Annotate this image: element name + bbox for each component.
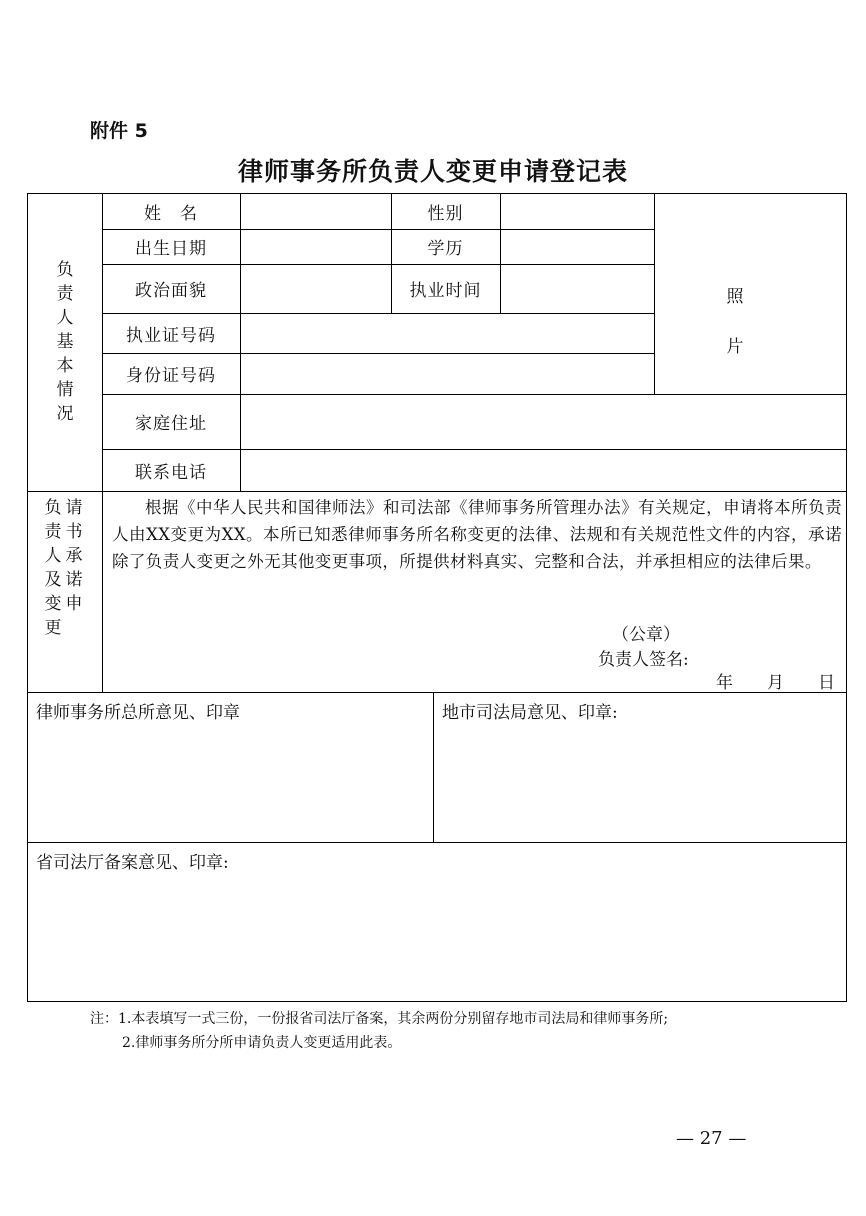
practice-time-label: 执业时间: [409, 281, 482, 301]
name-label: 姓 名: [144, 203, 198, 224]
date-label: 年 月 日: [716, 673, 835, 693]
political-status-field[interactable]: [241, 265, 391, 313]
education-label: 学历: [427, 239, 464, 259]
gender-label: 性别: [427, 203, 464, 224]
province-dept-opinion-area[interactable]: [28, 872, 846, 1000]
signature-label: 负责人签名:: [598, 650, 689, 670]
birth-date-label: 出生日期: [135, 239, 207, 259]
id-number-label: 身份证号码: [126, 366, 216, 386]
license-number-label: 执业证号码: [126, 325, 216, 346]
id-number-field[interactable]: [241, 354, 654, 394]
name-field[interactable]: [241, 194, 391, 229]
home-address-field[interactable]: [241, 395, 846, 449]
photo-box[interactable]: [655, 194, 846, 394]
commitment-text: 根据《中华人民共和国律师法》和司法部《律师事务所管理办法》有关规定，申请将本所负责人由XX变更为XX。本所已知悉律师事务所名称变更的法律、法规和有关规范性文件的内容，承诺除了负责人变更之外无其他变更事项，所提供材料真实、完整和合法，并承担相应的法律后果。: [112, 498, 842, 571]
form-title: 律师事务所负责人变更申请登记表: [237, 157, 628, 186]
seal-label: （公章）: [612, 625, 680, 645]
province-dept-opinion-label: 省司法厅备案意见、印章:: [36, 853, 229, 873]
note-line-2: 2.律师事务所分所申请负责人变更适用此表。: [122, 1035, 402, 1051]
commitment-label-col1: 负责人及变更: [44, 498, 62, 638]
head-office-opinion-area[interactable]: [28, 722, 433, 842]
political-status-label: 政治面貌: [135, 281, 207, 301]
photo-label: 照片: [726, 287, 744, 357]
birth-date-field[interactable]: [241, 230, 391, 264]
commitment-label-col2: 请书承诺申: [65, 498, 83, 614]
attachment-label: 附件 5: [90, 120, 148, 142]
head-office-opinion-label: 律师事务所总所意见、印章: [36, 703, 240, 723]
license-number-field[interactable]: [241, 314, 654, 353]
gender-field[interactable]: [501, 194, 654, 229]
education-field[interactable]: [501, 230, 654, 264]
city-bureau-opinion-area[interactable]: [434, 722, 846, 842]
city-bureau-opinion-label: 地市司法局意见、印章:: [442, 703, 618, 723]
practice-time-field[interactable]: [501, 265, 654, 313]
home-address-label: 家庭住址: [135, 414, 207, 434]
note-line-1: 注：1.本表填写一式三份，一份报省司法厅备案，其余两份分别留存地市司法局和律师事务所;: [90, 1011, 669, 1027]
basic-info-section-label: 负责人基本情况: [56, 260, 74, 424]
phone-field[interactable]: [241, 450, 846, 491]
page-number: — 27 —: [676, 1128, 747, 1149]
phone-label: 联系电话: [135, 462, 207, 483]
